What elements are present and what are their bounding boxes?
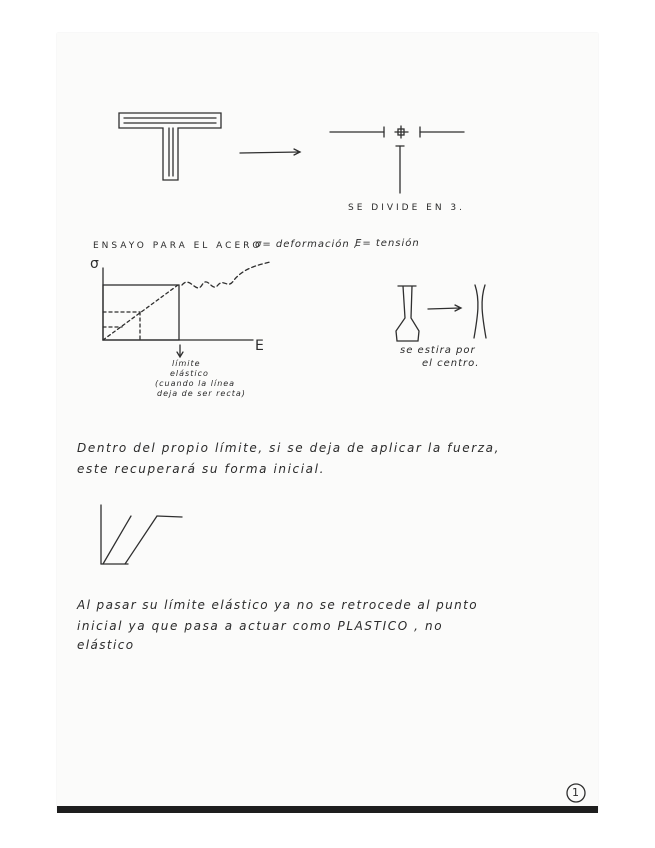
epsilon-definition: E= tensión xyxy=(355,238,420,249)
sigma-definition: σ= deformación , xyxy=(255,239,359,250)
paragraph1-line1: Dentro del propio límite, si se deja de aplicar la fuerza, xyxy=(77,441,500,455)
stretch-note-line2: el centro. xyxy=(422,358,480,369)
sketch1-caption: SE DIVIDE EN 3. xyxy=(348,203,465,213)
t-beam-inner-line xyxy=(124,118,216,176)
specimen-sketch xyxy=(396,286,419,341)
elastic-note-line4: deja de ser recta) xyxy=(157,389,246,398)
paragraph2-line1: Al pasar su límite elástico ya no se retrocede al punto xyxy=(77,598,479,612)
axis-label-epsilon: E xyxy=(255,338,265,354)
page-number: 1 xyxy=(572,786,579,799)
elastic-note-line2: elástico xyxy=(170,369,209,378)
limit-arrow-mark xyxy=(172,344,174,345)
stretched-specimen-sketch xyxy=(474,285,486,338)
unload-top xyxy=(157,516,182,517)
elastic-note-line3: (cuando la línea xyxy=(155,379,236,388)
paragraph2-line3: elástico xyxy=(77,638,135,652)
divide-arrow xyxy=(240,152,300,153)
paragraph1-line2: este recuperará su forma inicial. xyxy=(77,462,325,476)
stretch-note-line1: se estira por xyxy=(400,345,476,356)
paragraph2-line2: inicial ya que pasa a actuar como PLASTICO , no xyxy=(77,619,444,633)
plastic-curve xyxy=(182,262,270,288)
axis-label-sigma: σ xyxy=(90,256,100,272)
unload-line-1 xyxy=(103,516,131,564)
section-title: ENSAYO PARA EL ACERO xyxy=(93,241,263,251)
stretch-arrow xyxy=(428,308,460,309)
elastic-note-line1: límite xyxy=(172,359,201,368)
unload-line-2 xyxy=(125,516,157,564)
